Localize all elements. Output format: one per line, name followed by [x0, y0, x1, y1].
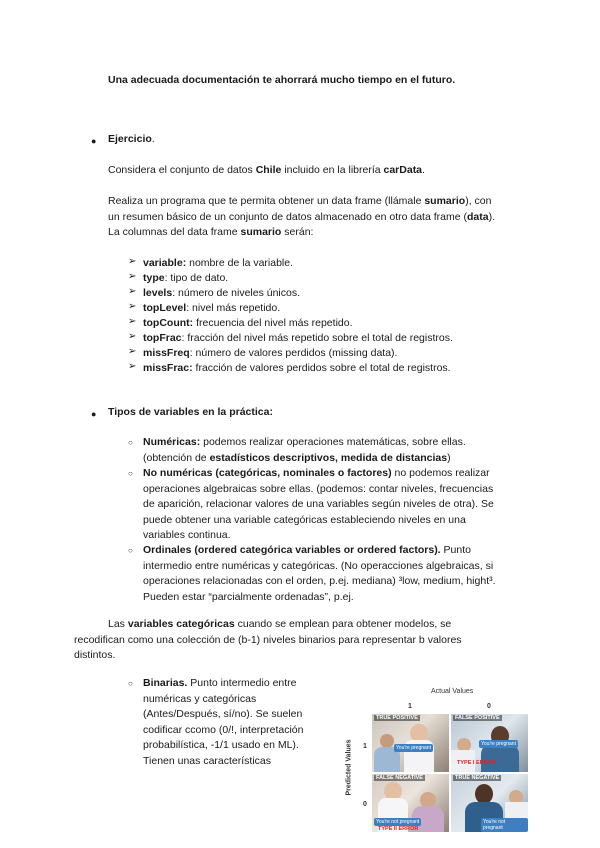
predicted-values-label: Predicted Values — [345, 739, 353, 796]
list-item: variable: nombre de la variable. — [143, 257, 294, 269]
list-item: topCount: frecuencia del nivel más repetido. — [143, 317, 353, 329]
row-label-1: 1 — [363, 743, 367, 750]
col-label-0: 0 — [487, 703, 491, 710]
arrow-icon: ➢ — [128, 346, 137, 357]
categoricas-paragraph: Las variables categóricas cuando se emplean para obtener modelos, se recodifican como una colección de (b-1) niveles binarios para representar b valores distintos. — [74, 618, 462, 661]
ejercicio-heading: Ejercicio. — [108, 133, 155, 145]
true-negative-cell: TRUE NEGATIVE You're not pregnant — [451, 774, 528, 832]
false-negative-cell: FALSE NEGATIVE You're not pregnant TYPE II ERROR — [372, 774, 449, 832]
list-item: topLevel: nivel más repetido. — [143, 302, 281, 314]
col-label-1: 1 — [408, 703, 412, 710]
false-positive-cell: FALSE POSITIVE You're pregnant TYPE I ERROR — [451, 714, 528, 772]
arrow-icon: ➢ — [128, 331, 137, 342]
circle-bullet-icon: ○ — [128, 679, 133, 688]
circle-bullet-icon: ○ — [128, 469, 133, 478]
list-item: levels: número de niveles únicos. — [143, 287, 301, 299]
arrow-icon: ➢ — [128, 316, 137, 327]
arrow-icon: ➢ — [128, 256, 137, 267]
list-item: missFrac: fracción de valores perdidos sobre el total de registros. — [143, 362, 451, 374]
arrow-icon: ➢ — [128, 286, 137, 297]
bullet-dot: ● — [91, 136, 97, 146]
ejercicio-p1: Considera el conjunto de datos Chile incluido en la librería carData. — [108, 164, 425, 176]
actual-values-label: Actual Values — [431, 688, 474, 695]
no-numericas-item: No numéricas (categóricas, nominales o factores) no podemos realizar operaciones algebraicas sobre ellas. (podemos: contar niveles, frecuencias de aparición, relacionar valores de una variables según niveles de otra). Se puede obtener una variable categóricas estableciendo niveles en una variables continua. — [143, 467, 494, 541]
binarias-item: Binarias. Punto intermedio entre numéricas y categóricas (Antes/Después, sí/no). Se suelen codificar ccomo (0/!, interpretación probabilística, -1/1 usado en ML). Tienen unas características — [143, 677, 304, 767]
intro-text: Una adecuada documentación te ahorrará mucho tiempo en el futuro. — [108, 74, 456, 86]
list-item: missFreq: número de valores perdidos (missing data). — [143, 347, 398, 359]
ordinales-item: Ordinales (ordered categórica variables or ordered factors). Punto intermedio entre numéricas y categóricas. (No operacciones algebraicas, si operaciones relacionadas con el orden, p.ej. mediana) ³low, medium, hight³. Pueden estar “parcialmente ordenadas”, p.ej. — [143, 544, 496, 603]
arrow-icon: ➢ — [128, 301, 137, 312]
circle-bullet-icon: ○ — [128, 546, 133, 555]
ejercicio-p2: Realiza un programa que te permita obtener un data frame (llámale sumario), con un resumen básico de un conjunto de datos almacenado en otro data frame (data). La columnas del data frame sumario serán: — [108, 195, 495, 238]
row-label-0: 0 — [363, 801, 367, 808]
tipos-heading: Tipos de variables en la práctica: — [108, 406, 273, 418]
circle-bullet-icon: ○ — [128, 438, 133, 447]
arrow-icon: ➢ — [128, 361, 137, 372]
bullet-dot: ● — [91, 409, 97, 419]
numericas-item: Numéricas: podemos realizar operaciones matemáticas, sobre ellas. (obtención de estadísticos descriptivos, medida de distancias) — [143, 436, 466, 464]
list-item: topFrac: fracción del nivel más repetido sobre el total de registros. — [143, 332, 453, 344]
arrow-icon: ➢ — [128, 271, 137, 282]
list-item: type: tipo de dato. — [143, 272, 229, 284]
true-positive-cell: TRUE POSITIVE You're pregnant — [372, 714, 449, 772]
confusion-matrix-figure — [345, 688, 525, 848]
